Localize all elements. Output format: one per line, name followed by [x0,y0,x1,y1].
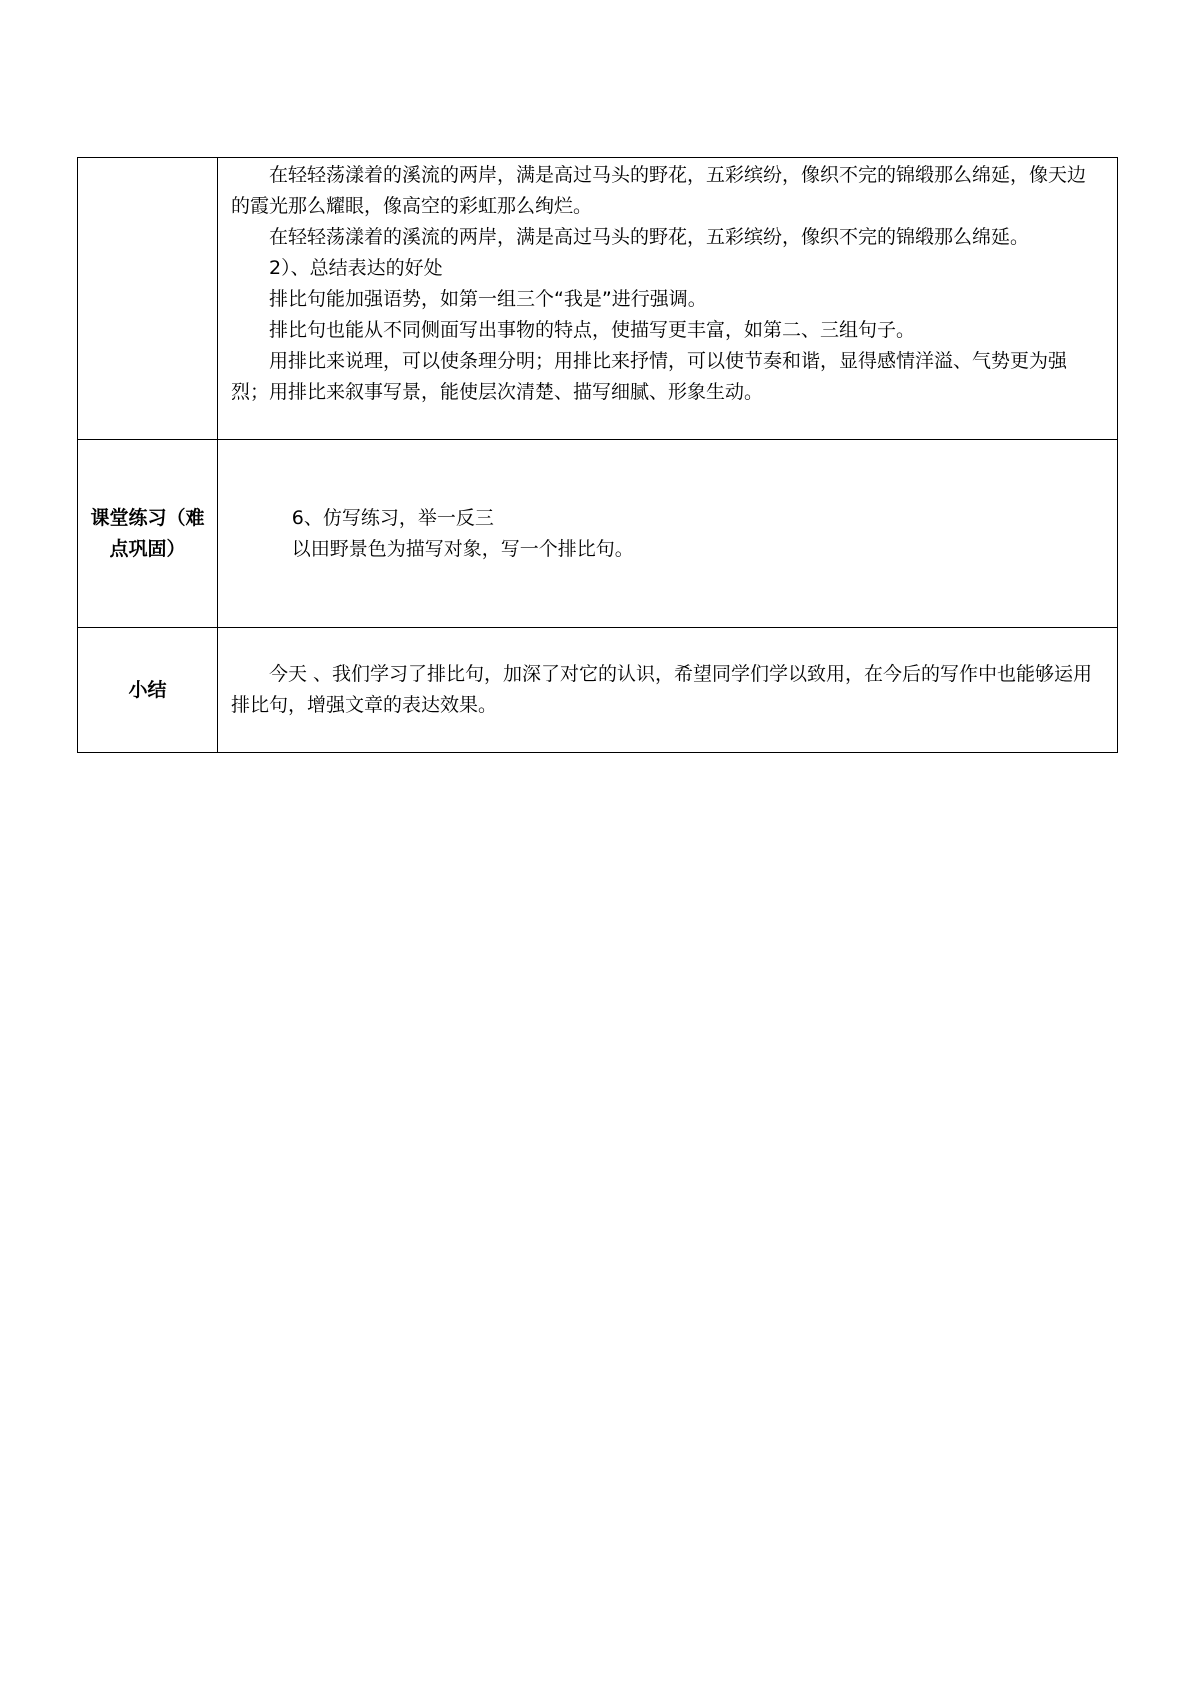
paragraph: 排比句能加强语势，如第一组三个“我是”进行强调。 [269,288,707,310]
row-label: 课堂练习（难点巩固） [90,506,205,560]
row-label-cell [78,440,218,628]
row-label: 小结 [128,678,167,701]
row-label-cell [78,158,218,440]
paragraph: 今天 、我们学习了排比句，加深了对它的认识，希望同学们学以致用，在今后的写作中也能够运用排比句，增强文章的表达效果。 [231,663,1093,716]
paragraph: 用排比来说理，可以使条理分明；用排比来抒情，可以使节奏和谐，显得感情洋溢、气势更为强烈；用排比来叙事写景，能使层次清楚、描写细腻、形象生动。 [231,350,1068,403]
paragraph: 在轻轻荡漾着的溪流的两岸，满是高过马头的野花，五彩缤纷，像织不完的锦缎那么绵延，像天边的霞光那么耀眼，像高空的彩虹那么绚烂。 [231,164,1087,217]
paragraph: 2）、总结表达的好处 [269,257,443,279]
table-row [78,628,1118,753]
paragraph: 以田野景色为描写对象，写一个排比句。 [291,537,634,560]
row-content-cell [218,628,1118,753]
paragraph: 排比句也能从不同侧面写出事物的特点，使描写更丰富，如第二、三组句子。 [269,319,916,341]
row-content-cell [218,440,1118,628]
row-content-cell [218,158,1118,440]
table-row [78,158,1118,440]
paragraph: 在轻轻荡漾着的溪流的两岸，满是高过马头的野花，五彩缤纷，像织不完的锦缎那么绵延。 [269,226,1030,248]
paragraph: 6、仿写练习，举一反三 [291,506,494,529]
table-row [78,440,1118,628]
row-label-cell [78,628,218,753]
lesson-plan-table [77,157,1118,753]
